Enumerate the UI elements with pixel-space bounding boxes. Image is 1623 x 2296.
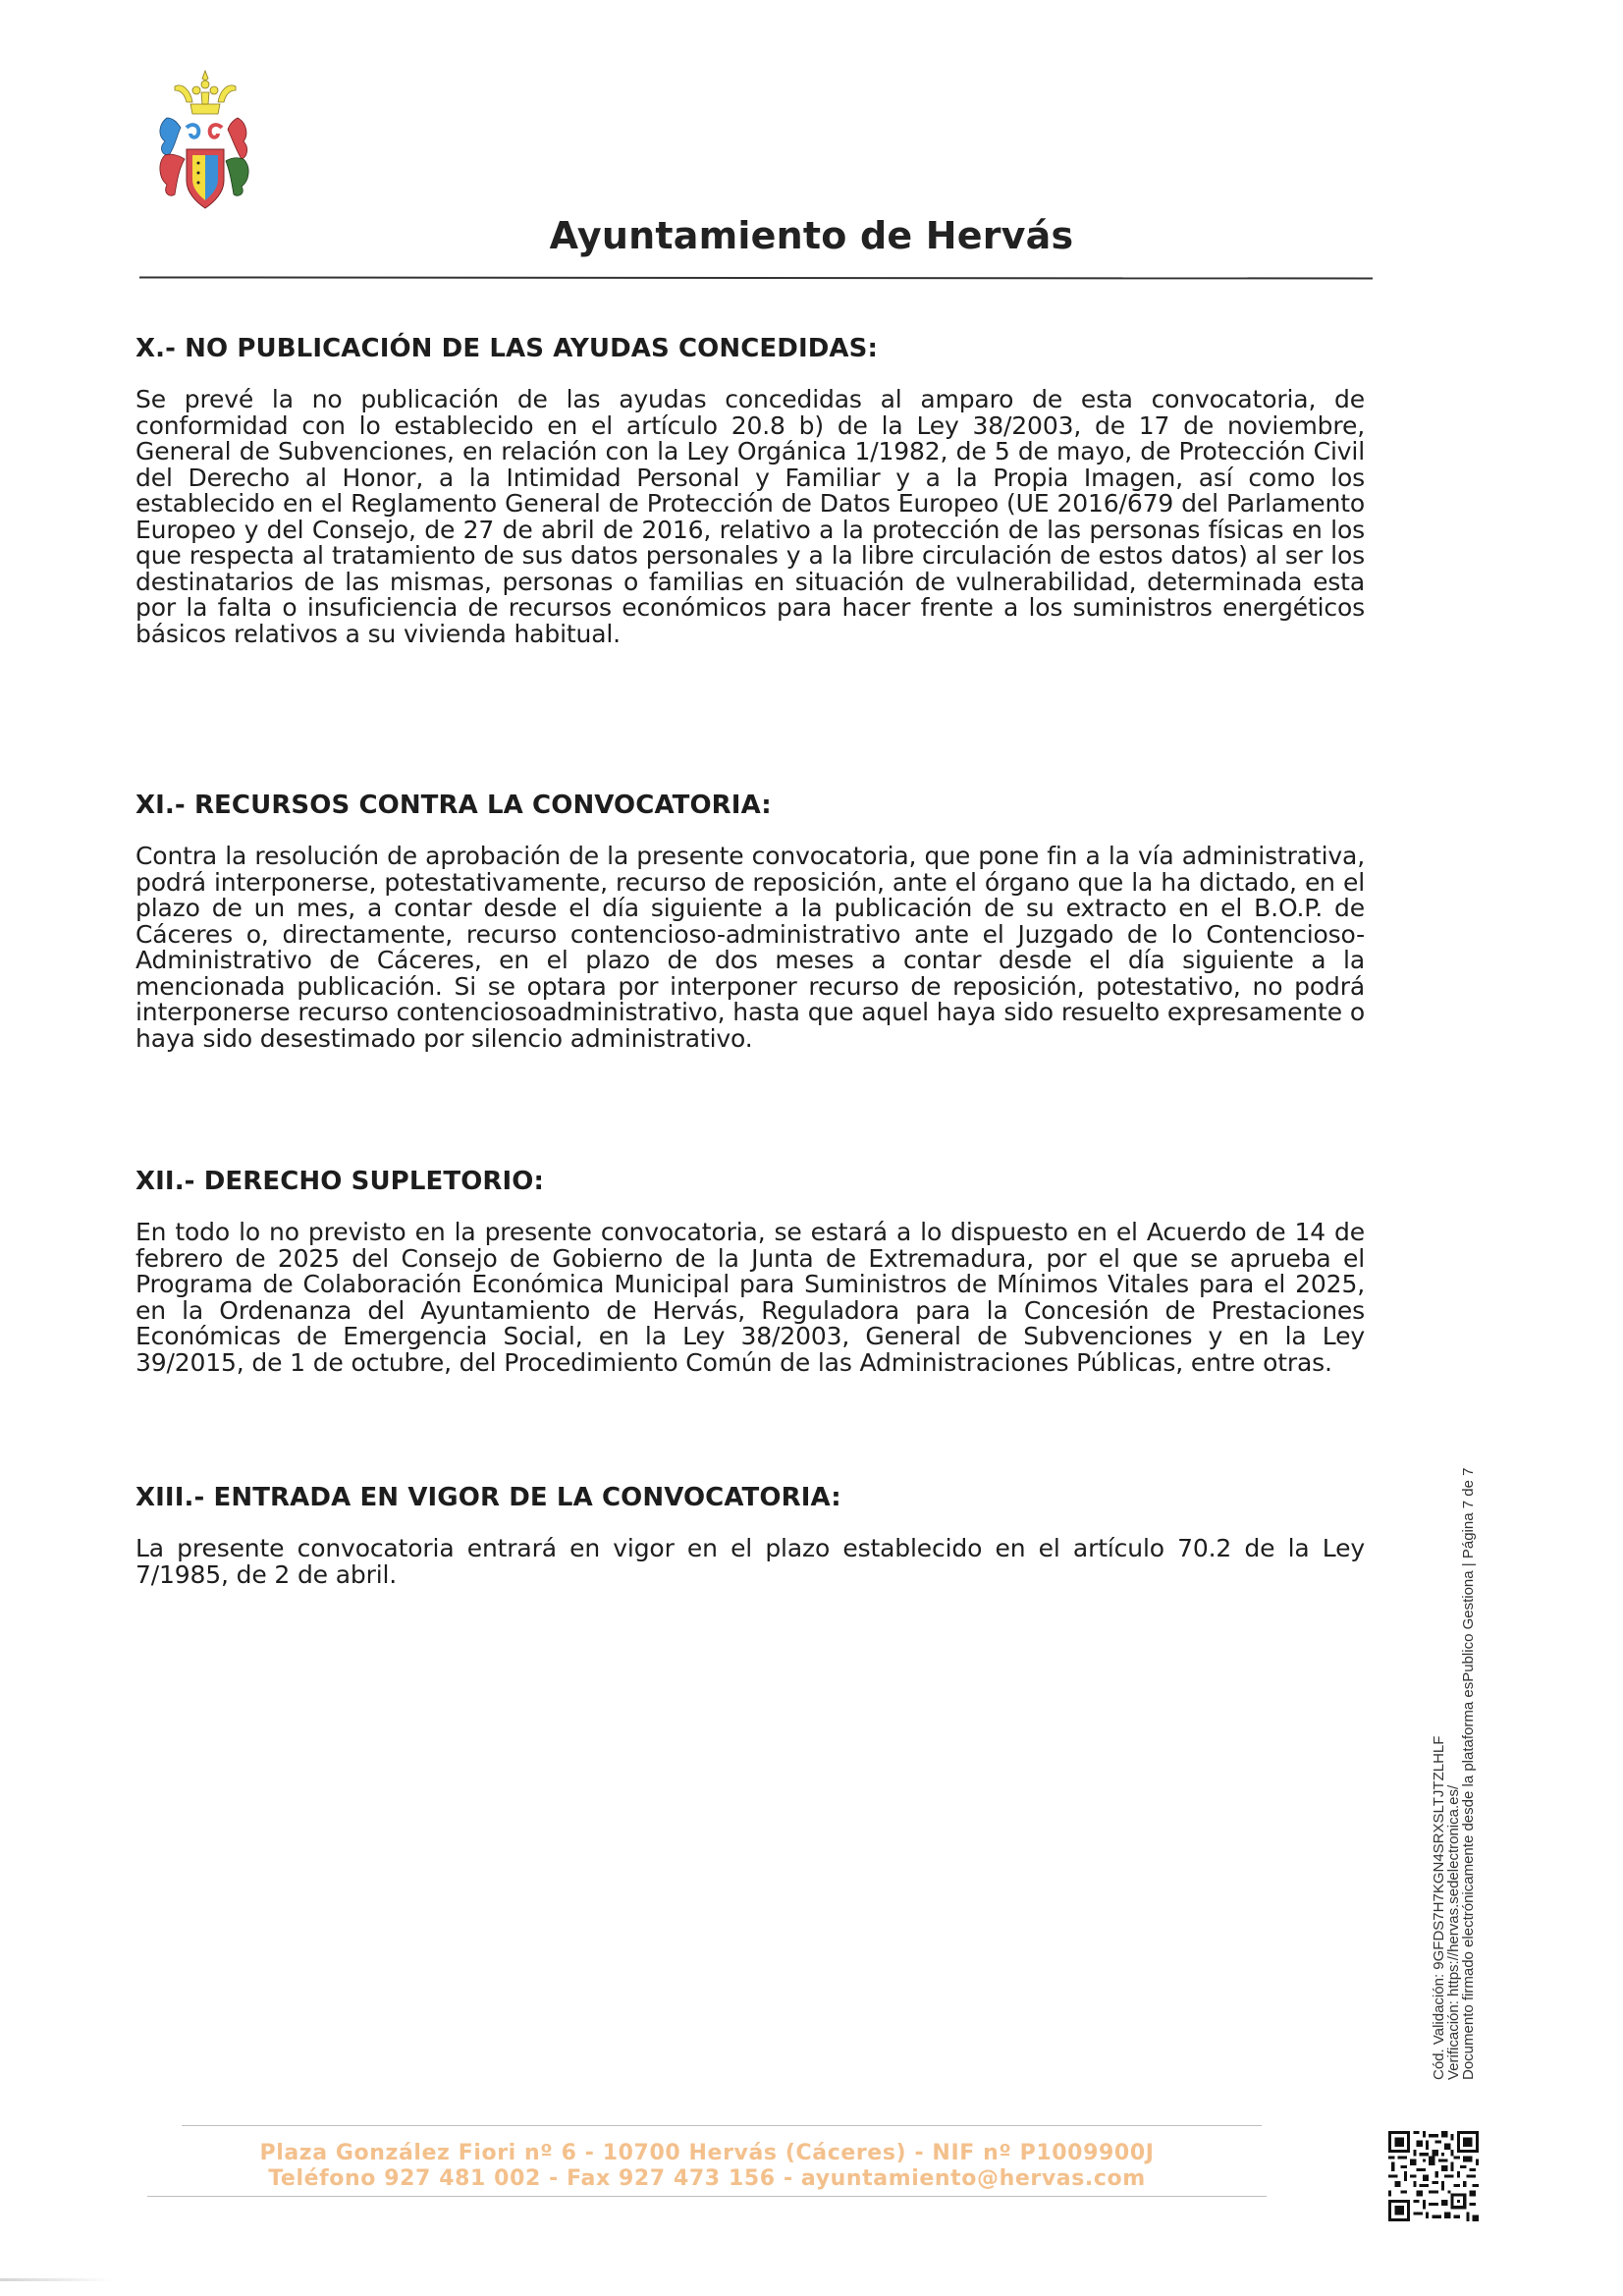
section-heading: XIII.- ENTRADA EN VIGOR DE LA CONVOCATORIA: xyxy=(135,1483,841,1512)
coat-of-arms-icon xyxy=(147,65,263,212)
section-heading: XII.- DERECHO SUPLETORIO: xyxy=(135,1167,544,1196)
section-entrada-en-vigor xyxy=(135,1483,1365,1588)
section-paragraph: La presente convocatoria entrará en vigor en el plazo establecido en el artículo 70.2 de la Ley 7/1985, de 2 de abril. xyxy=(135,1534,1365,1589)
signature-page-info: Documento firmado electrónicamente desde la plataforma esPublico Gestiona | Página 7 de 7 xyxy=(1460,1467,1477,2080)
section-heading: X.- NO PUBLICACIÓN DE LAS AYUDAS CONCEDIDAS: xyxy=(135,334,878,363)
section-no-publicacion xyxy=(135,334,1365,647)
section-paragraph: Contra la resolución de aprobación de la presente convocatoria, que pone fin a la vía administrativa, podrá interponerse, potestativamente, recurso de reposición, ante el órgano que la ha dictado, en el plazo de un mes, a contar desde el día siguiente a la publicación de su extracto en el B.O.P. de Cáceres o, directamente, recurso contencioso-administrativo ante el Juzgado de lo Contencioso-Administrativo de Cáceres, en el plazo de dos meses a contar desde el día siguiente a la mencionada publicación. Si se optara por interponer recurso de reposición, potestativo, no podrá interponerse recurso contenciosoadministrativo, hasta que aquel haya sido resuelto expresamente o haya sido desestimado por silencio administrativo. xyxy=(135,842,1365,1053)
section-paragraph: Se prevé la no publicación de las ayudas concedidas al amparo de esta convocatoria, de conformidad con lo establecido en el artículo 20.8 b) de la Ley 38/2003, de 17 de noviembre, General de Subvenciones, en relación con la Ley Orgánica 1/1982, de 5 de mayo, de Protección Civil del Derecho al Honor, a la Intimidad Personal y Familiar y a la Propia Imagen, así como los establecido en el Reglamento General de Protección de Datos Europeo (UE 2016/679 del Parlamento Europeo y del Consejo, de 27 de abril de 2016, relativo a la protección de las personas físicas en los que respecta al tratamiento de sus datos personales y a la libre circulación de estos datos) al ser los destinatarios de las mismas, personas o familias en situación de vulnerabilidad, determinada esta por la falta o insuficiencia de recursos económicos para hacer frente a los suministros energéticos básicos relativos a su vivienda habitual. xyxy=(135,385,1365,648)
footer-divider-top xyxy=(182,2125,1262,2126)
electronic-signature-info xyxy=(1432,1468,1476,2080)
section-recursos xyxy=(135,791,1365,1052)
section-heading: XI.- RECURSOS CONTRA LA CONVOCATORIA: xyxy=(135,791,772,820)
scan-artifact xyxy=(0,2278,113,2281)
qr-code-icon[interactable] xyxy=(1388,2131,1479,2221)
footer-divider-bottom xyxy=(147,2196,1267,2197)
section-derecho-supletorio xyxy=(135,1167,1365,1376)
footer-address: Plaza González Fiori nº 6 - 10700 Hervás (Cáceres) - NIF nº P1009900J xyxy=(259,2141,1155,2165)
organization-name: Ayuntamiento de Hervás xyxy=(549,214,1074,257)
section-paragraph: En todo lo no previsto en la presente convocatoria, se estará a lo dispuesto en el Acuerdo de 14 de febrero de 2025 del Consejo de Gobierno de la Junta de Extremadura, por el que se aprueba el Programa de Colaboración Económica Municipal para Suministros de Mínimos Vitales para el 2025, en la Ordenanza del Ayuntamiento de Hervás, Reguladora para la Concesión de Prestaciones Económicas de Emergencia Social, en la Ley 38/2003, General de Subvenciones y en la Ley 39/2015, de 1 de octubre, del Procedimiento Común de las Administraciones Públicas, entre otras. xyxy=(135,1218,1365,1377)
footer-contact: Teléfono 927 481 002 - Fax 927 473 156 - ayuntamiento@hervas.com xyxy=(268,2166,1146,2191)
validation-code: Cód. Validación: 9GFDS7H7KGN4SRXSLTJTZLHLF xyxy=(1431,1735,1447,2080)
header-divider xyxy=(139,276,1373,279)
verification-url[interactable]: Verificación: https://hervas.sedelectronica.es/ xyxy=(1445,1784,1462,2080)
